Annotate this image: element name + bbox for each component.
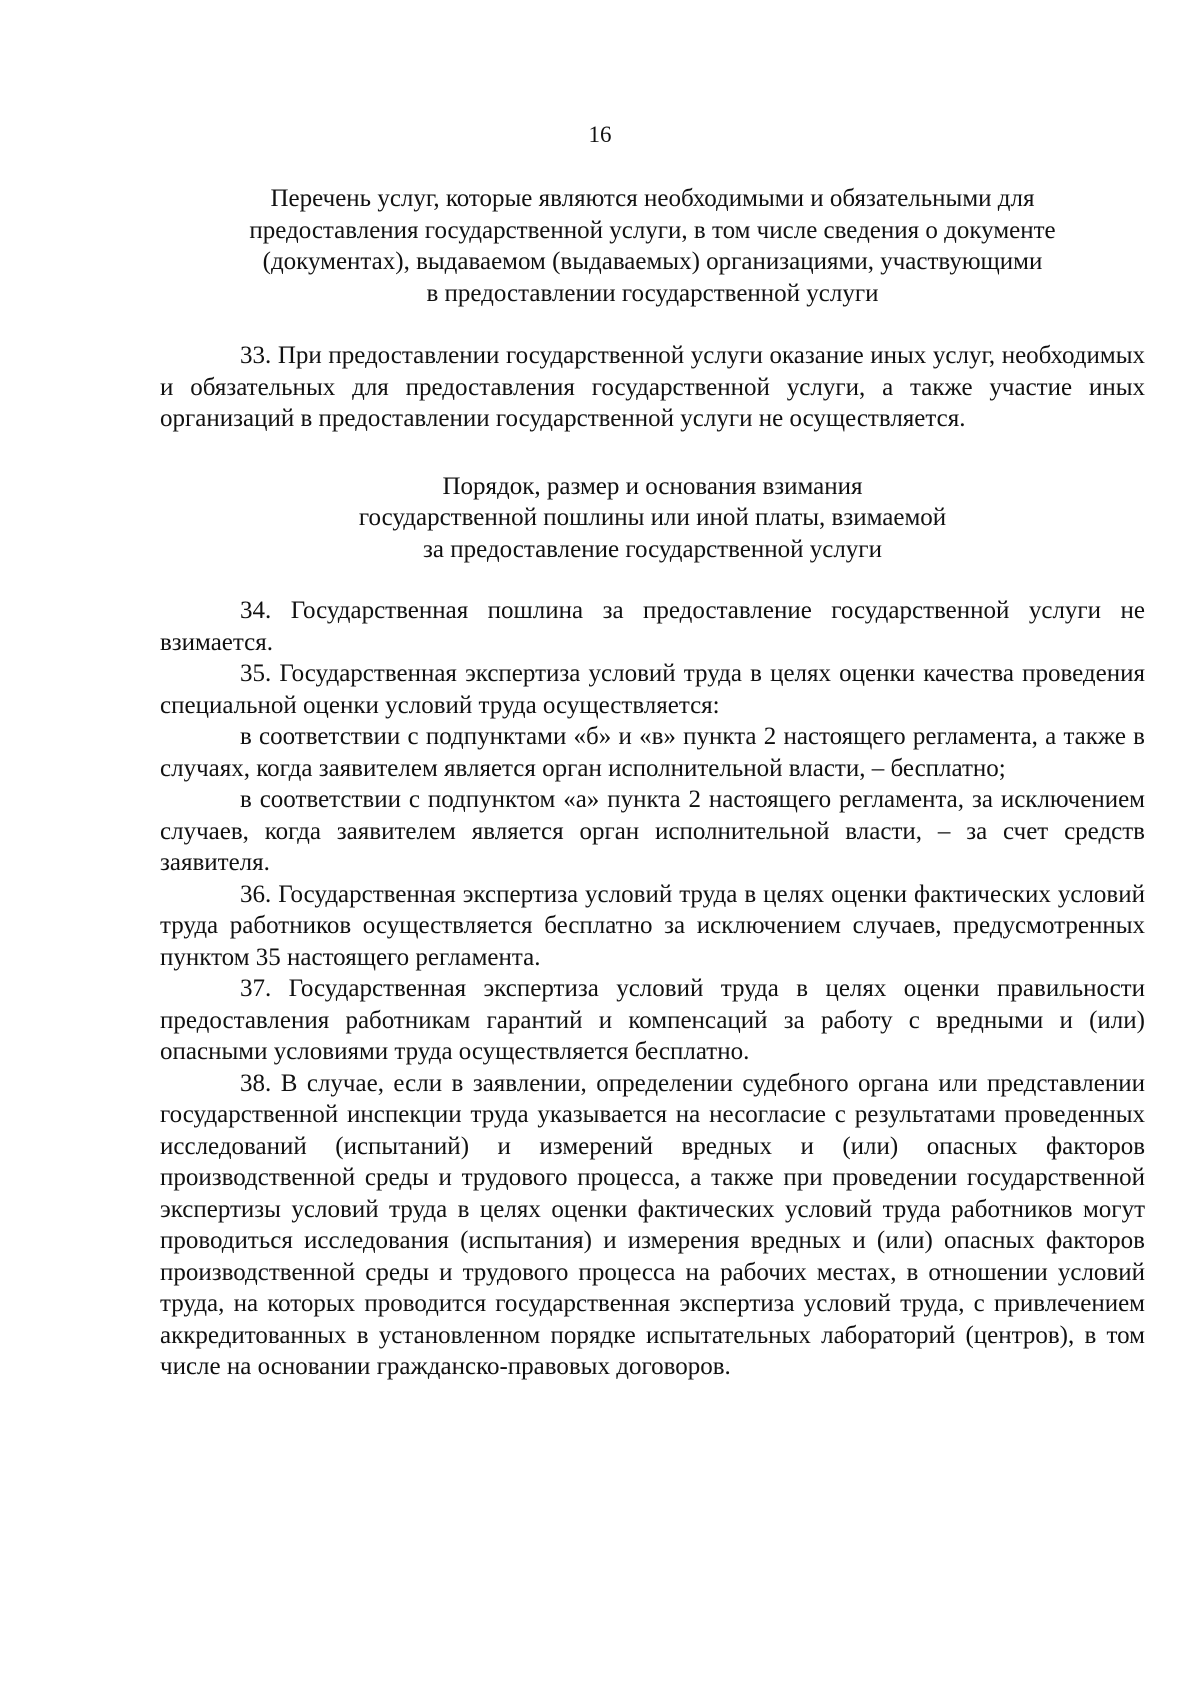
heading-line: Перечень услуг, которые являются необходимыми и обязательными для [270,185,1035,212]
section-heading-fees [160,471,1145,566]
section-heading-services-list [160,183,1145,309]
paragraph-36: 36. Государственная экспертиза условий труда в целях оценки фактических условий труда работников осуществляется бесплатно за исключением случаев, предусмотренных пунктом 35 настоящего регламента. [160,880,1145,971]
heading-line: за предоставление государственной услуги [423,535,882,563]
paragraph-35-subitem-2: в соответствии с подпунктом «а» пункта 2 настоящего регламента, за исключением случаев, когда заявителем является орган исполнительной власти, – за счет средств заявителя. [160,786,1145,876]
paragraph-37: 37. Государственная экспертиза условий труда в целях оценки правильности предоставления работникам гарантий и компенсаций за работу с вредными и (или) опасными условиями труда осуществляется бесплатно. [160,975,1145,1065]
heading-line: в предоставлении государственной услуги [426,279,879,307]
document-body [160,183,1145,1383]
paragraph-35-subitem-1: в соответствии с подпунктами «б» и «в» пункта 2 настоящего регламента, а также в случаях, когда заявителем является орган исполнительной власти, – бесплатно; [160,723,1145,782]
page-number: 16 [588,122,612,147]
paragraph-35: 35. Государственная экспертиза условий труда в целях оценки качества проведения специальной оценки условий труда осуществляется: [160,660,1145,719]
paragraph-33: 33. При предоставлении государственной услуги оказание иных услуг, необходимых и обязательных для предоставления государственной услуги, а также участие иных организаций в предоставлении государственной услуги не осуществляется. [160,342,1145,432]
paragraph-38: 38. В случае, если в заявлении, определении судебного органа или представлении государственной инспекции труда указывается на несогласие с результатами проведенных исследований (испытаний) и измерений вредных и (или) опасных факторов производственной среды и трудового процесса, а также при проведении государственной экспертизы условий труда в целях оценки фактических условий труда работников могут проводиться исследования (испытания) и измерения вредных и (или) опасных факторов производственной среды и трудового процесса на рабочих местах, в отношении условий труда, на которых проводится государственная экспертиза условий труда, с привлечением аккредитованных в установленном порядке испытательных лабораторий (центров), в том числе на основании гражданско-правовых договоров. [160,1069,1145,1380]
heading-line: Порядок, размер и основания взимания [442,472,863,500]
heading-line: государственной пошлины или иной платы, взимаемой [358,504,947,531]
paragraph-34: 34. Государственная пошлина за предоставление государственной услуги не взимается. [160,597,1145,656]
heading-line: (документах), выдаваемом (выдаваемых) организациями, участвующими [262,248,1043,275]
heading-line: предоставления государственной услуги, в том числе сведения о документе [249,216,1056,244]
